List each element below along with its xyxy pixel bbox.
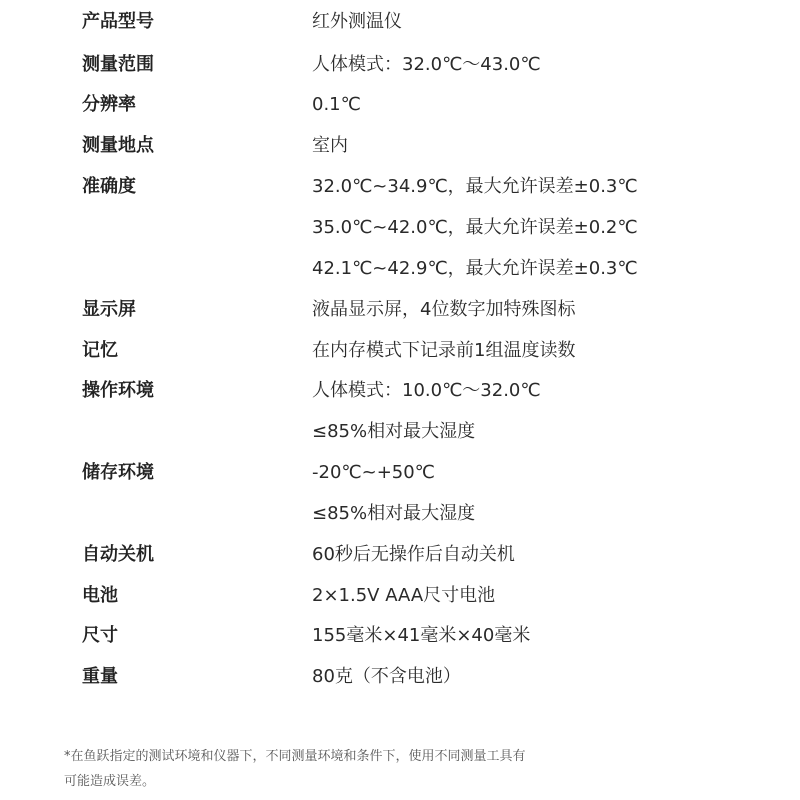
spec-value: 32.0℃~34.9℃，最大允许误差±0.3℃ bbox=[312, 176, 638, 197]
spec-value: 在内存模式下记录前1组温度读数 bbox=[312, 340, 576, 361]
spec-label: 操作环境 bbox=[82, 380, 154, 401]
spec-values bbox=[312, 623, 530, 664]
spec-value: 42.1℃~42.9℃，最大允许误差±0.3℃ bbox=[312, 258, 638, 279]
spec-values bbox=[312, 583, 495, 624]
spec-label: 显示屏 bbox=[82, 299, 136, 320]
spec-value: -20℃~+50℃ bbox=[312, 462, 435, 483]
spec-value: 液晶显示屏，4位数字加特殊图标 bbox=[312, 299, 576, 320]
spec-label: 电池 bbox=[82, 585, 118, 606]
spec-label: 重量 bbox=[82, 666, 118, 687]
spec-values bbox=[312, 133, 348, 174]
spec-label: 分辨率 bbox=[82, 94, 136, 115]
spec-value: 35.0℃~42.0℃，最大允许误差±0.2℃ bbox=[312, 217, 638, 238]
spec-values bbox=[312, 92, 361, 133]
spec-value: 2×1.5V AAA尺寸电池 bbox=[312, 585, 496, 606]
spec-values bbox=[312, 664, 461, 705]
spec-values bbox=[312, 542, 515, 583]
spec-values bbox=[312, 297, 575, 338]
spec-values bbox=[312, 52, 541, 93]
spec-value: 0.1℃ bbox=[312, 94, 361, 115]
spec-value: 80克（不含电池） bbox=[312, 666, 461, 687]
spec-value: 室内 bbox=[312, 135, 348, 156]
spec-values bbox=[312, 338, 575, 379]
spec-label: 准确度 bbox=[82, 176, 136, 197]
spec-value: 人体模式：10.0℃～32.0℃ bbox=[312, 380, 541, 401]
spec-values bbox=[312, 174, 638, 297]
spec-label: 测量范围 bbox=[82, 54, 154, 75]
spec-label: 储存环境 bbox=[82, 462, 154, 483]
spec-values bbox=[312, 460, 475, 542]
spec-value: 人体模式：32.0℃～43.0℃ bbox=[312, 54, 541, 75]
footnote bbox=[64, 744, 744, 794]
spec-label: 测量地点 bbox=[82, 135, 154, 156]
spec-value: ≤85%相对最大湿度 bbox=[312, 503, 476, 524]
spec-value: 155毫米×41毫米×40毫米 bbox=[312, 625, 531, 646]
spec-value: ≤85%相对最大湿度 bbox=[312, 421, 476, 442]
spec-value: 60秒后无操作后自动关机 bbox=[312, 544, 515, 565]
spec-label: 记忆 bbox=[82, 340, 118, 361]
spec-values bbox=[312, 9, 402, 50]
spec-value: 红外测温仪 bbox=[312, 11, 402, 32]
spec-values bbox=[312, 378, 541, 460]
spec-label: 产品型号 bbox=[82, 11, 154, 32]
footnote-line: *在鱼跃指定的测试环境和仪器下，不同测量环境和条件下，使用不同测量工具有 bbox=[64, 749, 526, 764]
spec-label: 自动关机 bbox=[82, 544, 154, 565]
spec-label: 尺寸 bbox=[82, 625, 118, 646]
footnote-line: 可能造成误差。 bbox=[64, 774, 156, 789]
